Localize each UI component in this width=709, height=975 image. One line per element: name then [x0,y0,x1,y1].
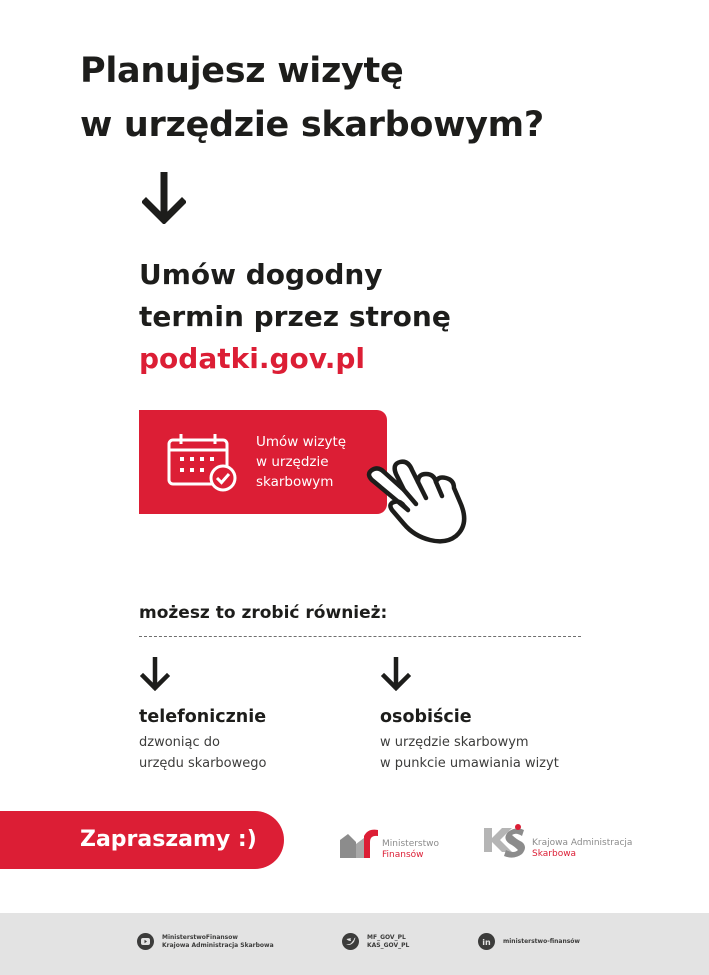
arrow-down-icon [140,657,170,691]
page-title [80,44,680,152]
subtitle [139,254,619,380]
youtube-link[interactable] [137,933,274,950]
arrow-down-icon [142,172,186,224]
linkedin-link[interactable] [478,933,580,950]
option-in-person [380,707,559,774]
kas-logo-line-1: Krajowa Administracja [532,838,633,848]
linkedin-handle: ministerstwo-finansów [503,937,580,945]
svg-text:in: in [482,938,491,947]
book-visit-button[interactable] [139,410,387,514]
subtitle-line-1: Umów dogodny [139,258,383,291]
kas-logo [482,822,633,866]
title-line-2: w urzędzie skarbowym? [80,105,544,145]
youtube-channel-2: Krajowa Administracja Skarbowa [162,941,274,949]
kas-logo-line-2: Skarbowa [532,849,577,859]
subtitle-line-2: termin przez stronę [139,300,451,333]
ministry-of-finance-logo [338,826,440,864]
calendar-check-icon [167,432,239,498]
twitter-link[interactable] [342,933,409,950]
option-title: telefonicznie [139,707,267,727]
youtube-channel: MinisterstwoFinansow [162,933,238,941]
also-heading: możesz to zrobić również: [139,603,388,623]
option-phone [139,707,266,774]
footer [0,913,709,975]
mf-logo-line-2: Finansów [382,850,424,860]
mf-logo-line-1: Ministerstwo [382,839,440,849]
option-line: urzędu skarbowego [139,756,267,771]
invite-banner: Zapraszamy :) [0,811,284,869]
linkedin-icon [478,933,495,950]
option-line: w punkcie umawiania wizyt [380,756,559,771]
book-visit-label: Umów wizytę w urzędzie skarbowym [256,434,347,490]
pointing-hand-icon [366,452,474,548]
arrow-down-icon [381,657,411,691]
title-line-1: Planujesz wizytę [80,51,404,91]
twitter-icon [342,933,359,950]
option-line: w urzędzie skarbowym [380,735,529,750]
option-line: dzwoniąc do [139,735,220,750]
website-link[interactable]: podatki.gov.pl [139,342,365,375]
twitter-handle-2: KAS_GOV_PL [367,941,410,949]
dashed-divider [139,636,581,637]
option-title: osobiście [380,707,472,727]
youtube-icon [137,933,154,950]
twitter-handle: MF_GOV_PL [367,933,406,941]
